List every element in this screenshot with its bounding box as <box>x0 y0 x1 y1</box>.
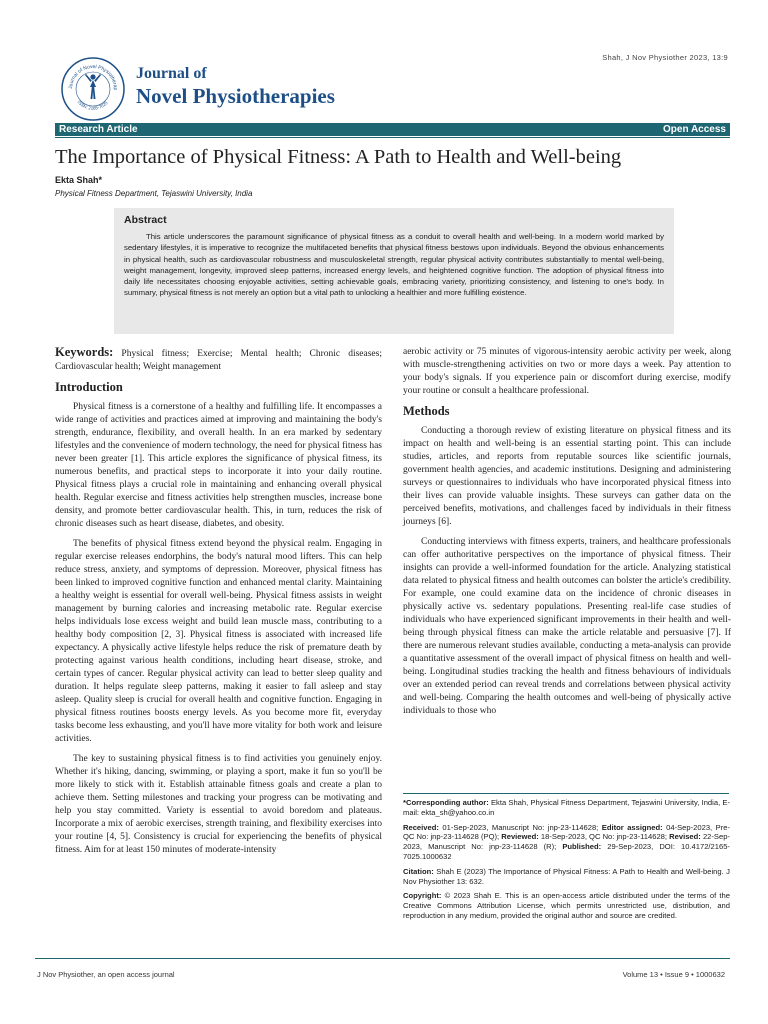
introduction-heading: Introduction <box>55 380 123 394</box>
intro-paragraph: Physical fitness is a cornerstone of a healthy and fulfilling life. It encompasses a wide range of activities and practices aimed at improving and maintaining the body's strength, endurance, flexibility, and overall health. In an era marked by sedentary lifestyles and the convenience of modern technology, the need for physical fitness has never been greater [1]. This article explores the significance of physical fitness, its numerous benefits, and practical steps to incorporate it into your daily routine. Physical fitness plays a crucial role in maintaining and enhancing overall physical health. Regular exercise and fitness activities help strengthen muscles, increase bone density, and promote better cardiovascular health. This, in turn, reduces the risk of chronic diseases such as heart disease, diabetes, and obesity. <box>55 402 382 529</box>
abstract-heading: Abstract <box>124 214 167 226</box>
left-column <box>55 346 382 864</box>
intro-paragraph: The benefits of physical fitness extend beyond the physical realm. Engaging in regular exercise releases endorphins, the body's natural mood lifters. This can help reduce stress, anxiety, and symptoms of depression. Moreover, physical fitness has been linked to improved cognitive function and enhanced mental clarity. Maintaining a healthy weight is essential for overall well-being. Physical fitness assists in weight management by burning calories and increasing metabolic rate. Regular exercise helps individuals lose excess weight and build lean muscle mass, contributing to a healthy body composition [2, 3]. Physical fitness is associated with increased life expectancy. A physically active lifestyle helps reduce the risk of premature death by protecting against various health conditions, including heart disease, stroke, and certain types of cancer. Regular physical activity can lead to better sleep quality and duration. It helps regulate sleep patterns, making it easier to fall asleep and stay asleep. Quality sleep is crucial for overall health and cognitive function. Engaging in physical fitness routines boosts energy levels. As you become more fit, everyday tasks become less exhausting, and you'll have more vitality for both work and leisure activities. <box>55 539 382 744</box>
keywords-text: Physical fitness; Exercise; Mental health; Chronic diseases; Cardiovascular health; Weight management <box>55 349 382 372</box>
open-access-label: Open Access <box>663 124 726 135</box>
article-title: The Importance of Physical Fitness: A Path to Health and Well-being <box>55 146 622 168</box>
running-head: Shah, J Nov Physiother 2023, 13:9 <box>602 53 728 62</box>
journal-name-line1: Journal of <box>136 65 207 82</box>
footnote-rule <box>403 793 729 794</box>
methods-paragraph: Conducting a thorough review of existing literature on physical fitness and its impact on health and well-being is an essential starting point. This can include studies, articles, and reports from reputable sources like scientific journals, government health agencies, and academic institutions. Designing and administering surveys or questionnaires to individuals who have incorporated physical fitness into their lives can provide valuable insights. These surveys can gather data on the perceived benefits, motivations, and challenges faced by individuals in their fitness journeys [6]. <box>403 426 731 527</box>
journal-name <box>136 66 335 107</box>
logo-issn: ISSN: 2165-7025 <box>76 99 109 111</box>
footnotes <box>403 798 730 926</box>
journal-name-line2: Novel Physiotherapies <box>136 84 335 108</box>
footer-volume: Volume 13 • Issue 9 • 1000632 <box>622 970 725 979</box>
methods-paragraph: Conducting interviews with fitness experts, trainers, and healthcare professionals can offer authoritative perspectives on the importance of physical fitness. Their insights can provide a well-informed foundation for the article. Analyzing statistical data related to physical fitness and health outcomes can bolster the article's credibility. For example, one could examine data on the incidence of chronic diseases in physically active vs. sedentary populations. Presenting real-life case studies of individuals who have experienced significant improvements in their health and well-being through physical fitness can make the article relatable and persuasive [7]. If there are numerous relevant studies available, conducting a meta-analysis can provide a quantitative assessment of the overall impact of physical fitness on health and well-being. Longitudinal studies tracking the health and fitness behaviours of individuals over an extended period can reveal trends and correlations between physical activity and well-being. Comparing the health outcomes and well-being of physically active individuals to those who <box>403 537 731 716</box>
copyright: Copyright: © 2023 Shah E. This is an open-access article distributed under the terms of the Creative Commons Attribution License, which permits unrestricted use, distribution, and reproduction in any medium, provided the original author and source are credited. <box>403 891 730 920</box>
corresponding-author: *Corresponding author: Ekta Shah, Physical Fitness Department, Tejaswini University, India, E-mail: ekta_sh@yahoo.co.in <box>403 798 730 817</box>
header-rule <box>55 137 730 138</box>
intro-paragraph: The key to sustaining physical fitness is to find activities you genuinely enjoy. Whether it's hiking, dancing, swimming, or playing a sport, make it fun so you'll be more likely to stick with it. Establish attainable fitness goals and create a plan to achieve them. Setting milestones and tracking your progress can be motivating and help you stay committed. Variety is essential to avoid boredom and plateaus. Incorporate a mix of aerobic exercises, strength training, and flexibility exercises into your routine [4, 5]. Consistency is crucial for experiencing the benefits of physical fitness. Aim for at least 150 minutes of moderate-intensity <box>55 754 382 855</box>
article-type: Research Article <box>59 124 138 135</box>
footer-journal: J Nov Physiother, an open access journal <box>37 970 175 979</box>
abstract-box <box>114 208 674 334</box>
author-affiliation: Physical Fitness Department, Tejaswini University, India <box>55 189 253 198</box>
citation: Citation: Shah E (2023) The Importance of Physical Fitness: A Path to Health and Well-being. J Nov Physiother 13: 632. <box>403 866 730 886</box>
keywords <box>55 346 382 374</box>
footer-rule <box>35 958 730 959</box>
abstract-text: This article underscores the paramount significance of physical fitness as a conduit to overall health and well-being. In a modern world marked by sedentary lifestyles, it is imperative to recognize the multifaceted benefits that physical fitness bestows upon individuals. Beyond the obvious enhancements in physical health, such as cardiovascular robustness and musculoskeletal strength, regular physical activity contributes substantially to mental well-being, weight management, longevity, improved sleep patterns, increased energy levels, and heightened cognitive function. The adoption of physical fitness into daily life necessitates choosing enjoyable activities, setting achievable goals, embracing variety, prioritizing consistency, and listening to one's body. In summary, physical fitness is not merely an option but a vital path to unlocking a healthier and more fulfilling existence. <box>124 232 664 298</box>
continued-paragraph: aerobic activity or 75 minutes of vigorous-intensity aerobic activity per week, along with muscle-strengthening activities on two or more days a week. Pay attention to your body's signals. If you experience pain or discomfort during exercise, modify your routine or consult a healthcare professional. <box>403 347 731 396</box>
dates: Received: 01-Sep-2023, Manuscript No: jnp-23-114628; Editor assigned: 04-Sep-2023, Pre-QC No: jnp-23-114628 (PQ); Reviewed: 18-Sep-2023, QC No: jnp-23-114628; Revised: 22-Sep-2023, Manuscript No: jnp-23-114628 (R); Published: 29-Sep-2023, DOI: 10.4172/2165-7025.1000632 <box>403 822 730 861</box>
article-type-bar <box>55 123 730 136</box>
keywords-label: Keywords: <box>55 345 114 359</box>
corresponding-email[interactable]: Ekta Shah, Physical Fitness Department, Tejaswini University, India, E-mail: ekta_sh@yahoo.co.in <box>403 798 730 817</box>
author-name: Ekta Shah* <box>55 175 103 185</box>
doi[interactable]: 29-Sep-2023, DOI: 10.4172/2165-7025.1000632 <box>403 842 730 861</box>
right-column <box>403 346 731 725</box>
journal-logo <box>60 56 126 122</box>
methods-heading: Methods <box>403 404 450 418</box>
logo-ring-text: Journal of Novel Physiotherap <box>67 63 119 91</box>
